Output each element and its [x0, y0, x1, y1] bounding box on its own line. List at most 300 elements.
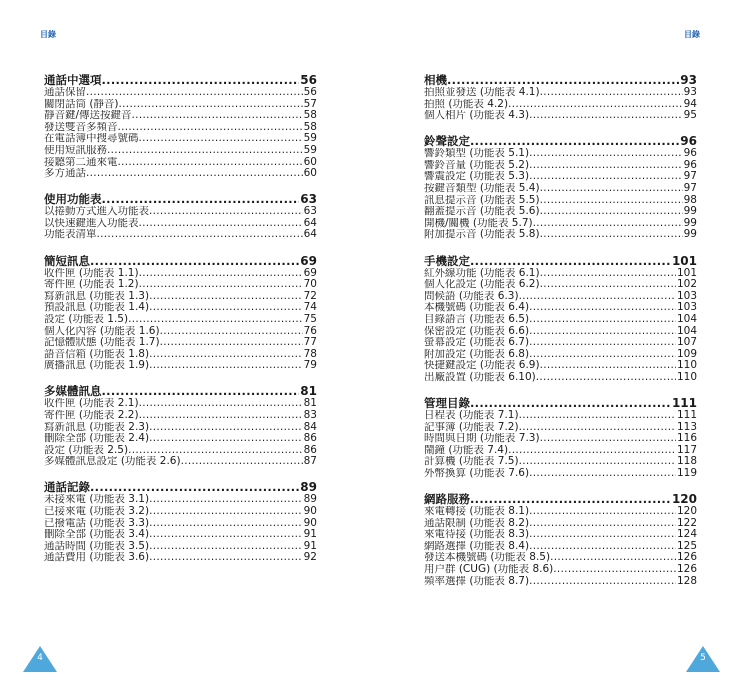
dot-leader [118, 157, 303, 169]
toc-entry[interactable] [44, 398, 317, 410]
toc-entry-label: 通話保留 [44, 87, 86, 98]
toc-entry-page-number: 95 [683, 110, 697, 122]
toc-entry[interactable] [424, 160, 697, 172]
toc-entry[interactable] [424, 422, 697, 434]
dot-leader [149, 291, 303, 303]
toc-section-heading[interactable] [44, 74, 317, 87]
toc-entry[interactable] [44, 529, 317, 541]
toc-entry[interactable] [424, 229, 697, 241]
toc-section-heading[interactable] [424, 493, 697, 506]
toc-section-heading-page-number: 63 [300, 193, 317, 207]
dot-leader [529, 518, 676, 530]
toc-section-heading-page-number: 93 [680, 74, 697, 87]
dot-leader [540, 268, 676, 280]
dot-leader [550, 552, 676, 564]
toc-entry-label: 訊息提示音 (功能表 5.5) [424, 194, 540, 206]
toc-entry[interactable] [424, 541, 697, 553]
toc-entry[interactable] [44, 541, 317, 553]
toc-entry-page-number: 125 [676, 540, 697, 552]
toc-entry-page-number: 86 [303, 433, 317, 445]
toc-entry[interactable] [44, 445, 317, 457]
toc-section-heading-label: 管理目錄 [424, 396, 470, 410]
toc-section-heading-label: 網路服務 [424, 493, 470, 507]
right-page-number: 5 [700, 653, 706, 663]
toc-section-heading-label: 通話中選項 [44, 74, 102, 87]
toc-entry-label: 來電轉接 (功能表 8.1) [424, 506, 530, 518]
dot-leader [128, 314, 303, 326]
toc-section-heading-label: 多媒體訊息 [44, 385, 102, 399]
toc-section-heading[interactable] [424, 397, 697, 410]
dot-leader [139, 268, 303, 280]
toc-entry[interactable] [44, 99, 317, 111]
dot-leader [149, 506, 303, 518]
toc-entry-label: 響鈴類型 (功能表 5.1) [424, 148, 530, 160]
dot-leader [536, 372, 676, 384]
toc-section-heading-page-number: 89 [300, 481, 317, 495]
toc-entry-label: 用户群 (CUG) (功能表 8.6) [424, 564, 554, 575]
dot-leader [107, 145, 303, 157]
toc-entry[interactable] [424, 206, 697, 218]
toc-entry-label: 出廠設置 (功能表 6.10) [424, 371, 536, 383]
toc-entry-label: 附加設定 (功能表 6.8) [424, 348, 530, 360]
toc-entry-label: 功能表清單 [44, 229, 97, 241]
toc-section-heading[interactable] [424, 135, 697, 148]
toc-section [44, 481, 317, 564]
dot-leader [139, 398, 303, 410]
toc-entry-label: 計算機 (功能表 7.5) [424, 456, 519, 468]
dot-leader [508, 445, 676, 457]
dot-leader [540, 206, 683, 218]
dot-leader [540, 195, 683, 207]
dot-leader [529, 302, 676, 314]
toc-entry-label: 翻蓋提示音 (功能表 5.6) [424, 206, 540, 218]
toc-entry-label: 寫新訊息 (功能表 2.3) [44, 421, 150, 433]
toc-section [424, 397, 697, 480]
dot-leader [529, 541, 676, 553]
toc-entry-page-number: 97 [683, 183, 697, 195]
toc-entry-label: 刪除全部 (功能表 2.4) [44, 433, 150, 445]
toc-entry-label: 寄件匣 (功能表 1.2) [44, 279, 139, 291]
toc-entry[interactable] [424, 268, 697, 280]
toc-entry-label: 快捷鍵設定 (功能表 6.9) [424, 360, 540, 372]
toc-entry-page-number: 118 [676, 456, 697, 468]
toc-entry-label: 已撥電話 (功能表 3.3) [44, 517, 150, 529]
dot-leader [149, 518, 303, 530]
toc-entry-page-number: 126 [676, 564, 697, 575]
dot-leader [529, 314, 676, 326]
toc-entry-label: 設定 (功能表 1.5) [44, 313, 129, 325]
toc-section-heading-label: 手機設定 [424, 254, 470, 268]
toc-entry-label: 通話時間 (功能表 3.5) [44, 540, 150, 552]
dot-leader [540, 433, 676, 445]
toc-entry-page-number: 70 [303, 279, 317, 291]
toc-section-heading[interactable] [44, 481, 317, 494]
dot-leader [149, 529, 303, 541]
dot-leader [529, 576, 676, 588]
toc-entry-label: 記事簿 (功能表 7.2) [424, 421, 519, 433]
toc-entry-page-number: 74 [303, 302, 317, 314]
dot-leader [540, 183, 683, 195]
toc-entry-label: 鬧鐘 (功能表 7.4) [424, 444, 509, 456]
dot-leader [533, 218, 683, 230]
toc-entry-label: 廣播訊息 (功能表 1.9) [44, 360, 150, 372]
toc-entry[interactable] [424, 183, 697, 195]
toc-entry[interactable] [424, 518, 697, 530]
toc-entry-label: 寄件匣 (功能表 2.2) [44, 409, 139, 421]
toc-entry-page-number: 59 [303, 133, 317, 145]
dot-leader [139, 410, 303, 422]
toc-entry-page-number: 60 [303, 156, 317, 168]
toc-entry-label: 以捲動方式進入功能表 [44, 206, 149, 218]
dot-leader [102, 385, 300, 398]
dot-leader [160, 337, 303, 349]
toc-entry-label: 按鍵音類型 (功能表 5.4) [424, 183, 540, 195]
toc-entry-label: 保密設定 (功能表 6.6) [424, 325, 530, 337]
toc-entry-label: 關閉話筒 (靜音) [44, 98, 119, 110]
toc-entry[interactable] [44, 314, 317, 326]
dot-leader [118, 122, 303, 134]
dot-leader [139, 133, 303, 145]
toc-section-heading[interactable] [424, 255, 697, 268]
toc-entry-page-number: 111 [676, 409, 697, 421]
toc-entry-page-number: 90 [303, 517, 317, 529]
toc-section [44, 193, 317, 241]
right-page-header: 目錄 [684, 30, 700, 39]
toc-entry-label: 接聽第二通來電 [44, 156, 118, 168]
toc-entry-label: 拍照並發送 (功能表 4.1) [424, 87, 540, 98]
toc-entry-page-number: 58 [303, 121, 317, 133]
toc-entry-page-number: 91 [303, 540, 317, 552]
dot-leader [529, 506, 676, 518]
toc-entry-page-number: 57 [303, 98, 317, 110]
toc-entry-label: 問候語 (功能表 6.3) [424, 290, 519, 302]
toc-entry-label: 響震設定 (功能表 5.3) [424, 171, 530, 183]
dot-leader [97, 229, 303, 241]
dot-leader [139, 218, 303, 230]
toc-entry-page-number: 79 [303, 360, 317, 372]
toc-entry-page-number: 99 [683, 206, 697, 218]
toc-entry-page-number: 58 [303, 110, 317, 122]
dot-leader [90, 481, 299, 494]
dot-leader [529, 529, 676, 541]
toc-entry[interactable] [44, 206, 317, 218]
toc-entry-page-number: 113 [676, 421, 697, 433]
toc-entry-page-number: 90 [303, 506, 317, 518]
dot-leader [470, 135, 679, 148]
toc-entry-label: 設定 (功能表 2.5) [44, 444, 129, 456]
toc-entry[interactable] [44, 494, 317, 506]
toc-entry-page-number: 91 [303, 529, 317, 541]
dot-leader [149, 552, 303, 564]
toc-entry-page-number: 78 [303, 348, 317, 360]
toc-entry[interactable] [44, 133, 317, 145]
dot-leader [181, 456, 303, 468]
toc-entry-label: 響鈴音量 (功能表 5.2) [424, 159, 530, 171]
toc-section-heading[interactable] [44, 193, 317, 206]
toc-entry-label: 頻率選擇 (功能表 8.7) [424, 575, 530, 587]
toc-entry-label: 靜音鍵/傳送按鍵音 [44, 110, 132, 122]
toc-section-heading-label: 通話記錄 [44, 481, 90, 495]
toc-entry-page-number: 83 [303, 409, 317, 421]
toc-entry[interactable] [424, 291, 697, 303]
dot-leader [119, 99, 303, 111]
toc-entry[interactable] [44, 279, 317, 291]
toc-section [44, 255, 317, 372]
toc-section-heading-page-number: 56 [300, 74, 317, 87]
toc-entry-page-number: 126 [676, 552, 697, 564]
dot-leader [149, 494, 303, 506]
dot-leader [90, 255, 299, 268]
toc-entry[interactable] [44, 157, 317, 169]
toc-entry-page-number: 94 [683, 98, 697, 110]
toc-entry[interactable] [424, 279, 697, 291]
dot-leader [86, 87, 303, 99]
toc-section-heading-page-number: 69 [300, 254, 317, 268]
dot-leader [540, 360, 676, 372]
toc-entry-label: 寫新訊息 (功能表 1.3) [44, 290, 150, 302]
toc-entry-label: 預設訊息 (功能表 1.4) [44, 302, 150, 314]
toc-entry-label: 日程表 (功能表 7.1) [424, 409, 519, 421]
toc-entry[interactable] [44, 518, 317, 530]
toc-entry-page-number: 99 [683, 229, 697, 241]
toc-entry[interactable] [424, 326, 697, 338]
toc-entry[interactable] [44, 87, 317, 99]
toc-entry-page-number: 84 [303, 421, 317, 433]
toc-entry-label: 收件匣 (功能表 2.1) [44, 398, 139, 410]
toc-entry[interactable] [44, 360, 317, 372]
toc-entry[interactable] [44, 506, 317, 518]
toc-entry[interactable] [44, 433, 317, 445]
toc-entry-page-number: 124 [676, 529, 697, 541]
toc-entry-label: 目錄語言 (功能表 6.5) [424, 313, 530, 325]
toc-entry-page-number: 64 [303, 229, 317, 241]
toc-section [424, 135, 697, 241]
toc-entry-page-number: 98 [683, 194, 697, 206]
toc-entry-page-number: 96 [683, 159, 697, 171]
toc-entry-page-number: 117 [676, 444, 697, 456]
dot-leader [149, 349, 303, 361]
toc-entry[interactable] [424, 506, 697, 518]
toc-entry[interactable] [424, 349, 697, 361]
toc-section-heading-page-number: 120 [671, 493, 697, 507]
dot-leader [529, 148, 683, 160]
dot-leader [540, 279, 676, 291]
toc-entry-page-number: 122 [676, 517, 697, 529]
toc-entry-label: 開機/關機 (功能表 5.7) [424, 217, 533, 229]
toc-entry-page-number: 93 [683, 87, 697, 98]
toc-section-heading[interactable] [44, 255, 317, 268]
toc-entry-label: 本機號碼 (功能表 6.4) [424, 302, 530, 314]
toc-entry-label: 通話費用 (功能表 3.6) [44, 552, 150, 564]
toc-entry-page-number: 99 [683, 217, 697, 229]
toc-entry[interactable] [424, 302, 697, 314]
toc-entry[interactable] [44, 122, 317, 134]
toc-entry-page-number: 119 [676, 467, 697, 479]
toc-entry[interactable] [424, 87, 697, 99]
toc-entry[interactable] [44, 110, 317, 122]
toc-entry[interactable] [424, 360, 697, 372]
toc-entry[interactable] [424, 148, 697, 160]
toc-entry-label: 多媒體訊息設定 (功能表 2.6) [44, 456, 181, 468]
dot-leader [540, 229, 683, 241]
toc-section [424, 493, 697, 587]
toc-entry[interactable] [44, 145, 317, 157]
toc-section-heading-page-number: 81 [300, 385, 317, 399]
toc-entry[interactable] [424, 552, 697, 564]
dot-leader [149, 422, 303, 434]
toc-entry[interactable] [44, 337, 317, 349]
left-page-number: 4 [37, 653, 43, 663]
dot-leader [529, 110, 683, 122]
toc-entry-page-number: 89 [303, 494, 317, 506]
dot-leader [470, 255, 671, 268]
toc-section-heading-page-number: 96 [680, 135, 697, 149]
toc-entry-page-number: 60 [303, 168, 317, 180]
toc-entry[interactable] [424, 468, 697, 480]
toc-section [424, 74, 697, 122]
toc-entry-page-number: 110 [676, 371, 697, 383]
toc-entry-label: 拍照 (功能表 4.2) [424, 98, 509, 110]
toc-entry[interactable] [44, 229, 317, 241]
toc-entry[interactable] [424, 456, 697, 468]
toc-section-heading[interactable] [44, 385, 317, 398]
toc-entry-label: 通話限制 (功能表 8.2) [424, 517, 530, 529]
toc-entry-page-number: 86 [303, 444, 317, 456]
toc-entry-page-number: 59 [303, 144, 317, 156]
toc-entry-label: 未接來電 (功能表 3.1) [44, 494, 150, 506]
toc-entry[interactable] [424, 314, 697, 326]
dot-leader [529, 160, 683, 172]
toc-entry-page-number: 63 [303, 206, 317, 218]
toc-entry-label: 刪除全部 (功能表 3.4) [44, 529, 150, 541]
toc-entry[interactable] [44, 302, 317, 314]
toc-entry-page-number: 64 [303, 217, 317, 229]
toc-entry-label: 已接來電 (功能表 3.2) [44, 506, 150, 518]
toc-entry-label: 個人化設定 (功能表 6.2) [424, 279, 540, 291]
dot-leader [529, 337, 676, 349]
toc-entry[interactable] [44, 552, 317, 564]
toc-entry[interactable] [424, 372, 697, 384]
toc-entry[interactable] [424, 337, 697, 349]
toc-entry[interactable] [44, 456, 317, 468]
dot-leader [519, 456, 676, 468]
dot-leader [470, 493, 671, 506]
dot-leader [149, 541, 303, 553]
toc-entry-label: 網路選擇 (功能表 8.4) [424, 540, 530, 552]
dot-leader [86, 168, 303, 180]
toc-entry-label: 多方通話 [44, 168, 86, 180]
toc-entry-page-number: 75 [303, 313, 317, 325]
toc-entry[interactable] [44, 349, 317, 361]
toc-entry[interactable] [424, 218, 697, 230]
toc-section [44, 385, 317, 468]
toc-entry[interactable] [44, 168, 317, 180]
toc-entry[interactable] [44, 422, 317, 434]
toc-entry-page-number: 104 [676, 313, 697, 325]
toc-entry-page-number: 107 [676, 337, 697, 349]
toc-section-heading-label: 使用功能表 [44, 193, 102, 207]
toc-entry-page-number: 120 [676, 506, 697, 518]
dot-leader [553, 564, 676, 576]
toc-entry-page-number: 97 [683, 171, 697, 183]
toc-entry-label: 以快速鍵進入功能表 [44, 217, 139, 229]
dot-leader [149, 206, 303, 218]
toc-entry[interactable] [424, 445, 697, 457]
toc-entry-label: 收件匣 (功能表 1.1) [44, 267, 139, 279]
dot-leader [102, 193, 300, 206]
toc-entry-page-number: 102 [676, 279, 697, 291]
toc-entry-page-number: 77 [303, 337, 317, 349]
toc-section-heading-label: 相機 [424, 74, 447, 87]
toc-entry-label: 使用短訊服務 [44, 144, 107, 156]
toc-entry-label: 語音信箱 (功能表 1.8) [44, 348, 150, 360]
toc-entry[interactable] [424, 433, 697, 445]
dot-leader [149, 360, 303, 372]
dot-leader [529, 171, 683, 183]
toc-entry[interactable] [44, 326, 317, 338]
toc-entry[interactable] [44, 218, 317, 230]
toc-entry-page-number: 92 [303, 552, 317, 564]
toc-entry-page-number: 109 [676, 348, 697, 360]
toc-section-heading-label: 鈴聲設定 [424, 135, 470, 149]
toc-entry[interactable] [44, 291, 317, 303]
toc-entry-label: 附加提示音 (功能表 5.8) [424, 229, 540, 241]
toc-entry-page-number: 103 [676, 290, 697, 302]
toc-entry-page-number: 76 [303, 325, 317, 337]
dot-leader [529, 468, 676, 480]
toc-entry-page-number: 101 [676, 267, 697, 279]
toc-entry-label: 發送本機號碼 (功能表 8.5) [424, 552, 551, 564]
dot-leader [519, 291, 676, 303]
left-page-header: 目錄 [40, 30, 56, 39]
toc-entry-page-number: 103 [676, 302, 697, 314]
toc-entry[interactable] [424, 410, 697, 422]
dot-leader [529, 326, 676, 338]
toc-section-heading-page-number: 111 [671, 396, 697, 410]
toc-entry-page-number: 96 [683, 148, 697, 160]
toc-entry[interactable] [424, 195, 697, 207]
dot-leader [132, 110, 303, 122]
toc-section-heading-label: 簡短訊息 [44, 254, 90, 268]
toc-entry[interactable] [424, 110, 697, 122]
dot-leader [540, 87, 683, 99]
dot-leader [529, 349, 676, 361]
toc-entry-page-number: 72 [303, 290, 317, 302]
toc-entry-label: 時間與日期 (功能表 7.3) [424, 433, 540, 445]
toc-entry-page-number: 87 [303, 456, 317, 468]
toc-entry[interactable] [44, 268, 317, 280]
toc-section-heading[interactable] [424, 74, 697, 87]
toc-entry-label: 個人化內容 (功能表 1.6) [44, 325, 160, 337]
toc-entry[interactable] [424, 564, 697, 576]
toc-entry[interactable] [424, 99, 697, 111]
toc-entry-label: 紅外線功能 (功能表 6.1) [424, 267, 540, 279]
toc-entry[interactable] [424, 171, 697, 183]
dot-leader [139, 279, 303, 291]
dot-leader [160, 326, 303, 338]
toc-entry[interactable] [424, 576, 697, 588]
toc-entry[interactable] [424, 529, 697, 541]
dot-leader [508, 99, 683, 111]
toc-entry-label: 發送雙音多頻音 [44, 121, 118, 133]
toc-entry[interactable] [44, 410, 317, 422]
dot-leader [128, 445, 303, 457]
toc-entry-label: 外幣換算 (功能表 7.6) [424, 467, 530, 479]
toc-section [424, 255, 697, 384]
dot-leader [470, 397, 671, 410]
toc-section-heading-page-number: 101 [671, 254, 697, 268]
toc-entry-label: 螢幕設定 (功能表 6.7) [424, 337, 530, 349]
